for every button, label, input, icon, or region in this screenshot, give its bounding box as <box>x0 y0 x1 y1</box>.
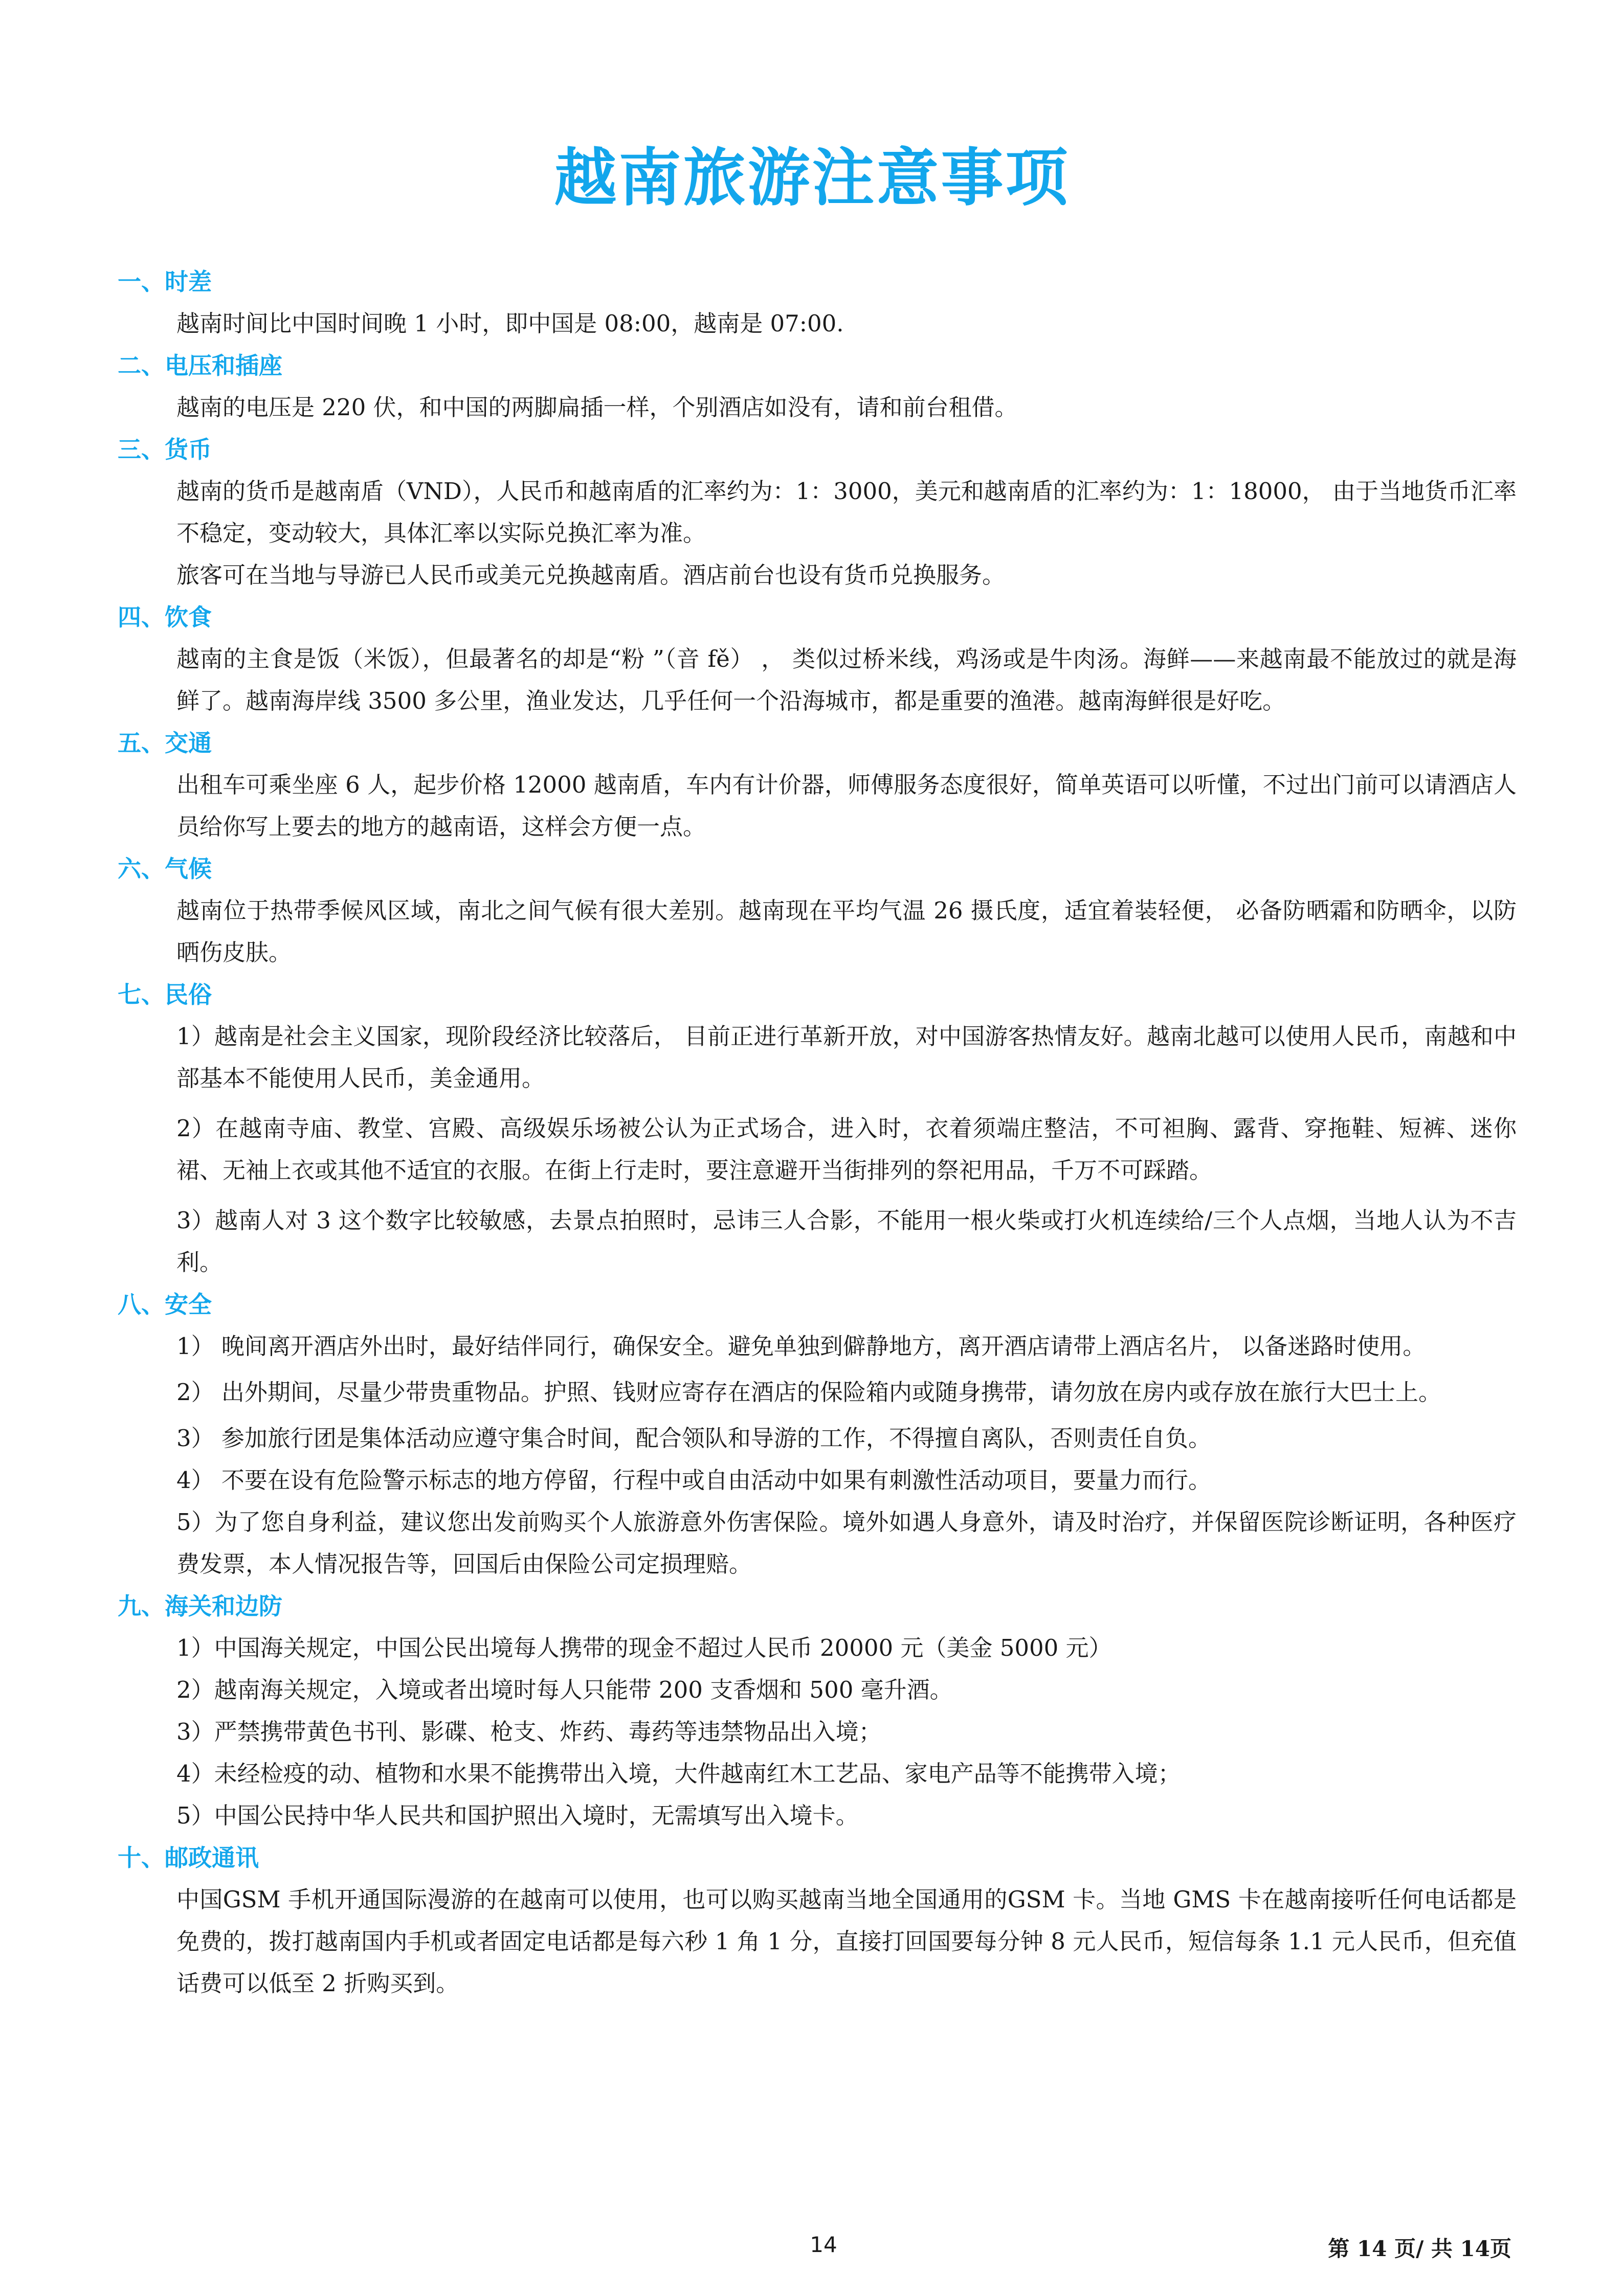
section-heading: 五、交通 <box>118 729 212 757</box>
paragraph: 5）为了您自身利益，建议您出发前购买个人旅游意外伤害保险。境外如遇人身意外，请及时治疗，并保留医院诊断证明，各种医疗费发票，本人情况报告等，回国后由保险公司定损理赔。 <box>176 1509 1517 1578</box>
section-transport <box>118 722 1517 848</box>
paragraph: 中国GSM 手机开通国际漫游的在越南可以使用，也可以购买越南当地全国通用的GSM 卡。当地 GMS 卡在越南接听任何电话都是免费的，拨打越南国内手机或者固定电话都是每六秒 1 角 1 分，直接打回国要每分钟 8 元人民币，短信每条 1.1 元人民币，但充值话费可以低至 2 折购买到。 <box>176 1886 1517 1997</box>
paragraph: 2）在越南寺庙、教堂、宫殿、高级娱乐场被公认为正式场合，进入时，衣着须端庄整洁，不可袒胸、露背、穿拖鞋、短裤、迷你裙、无袖上衣或其他不适宜的衣服。在街上行走时，要注意避开当街排列的祭祀用品，千万不可踩踏。 <box>176 1115 1517 1184</box>
section-heading: 六、气候 <box>118 855 212 883</box>
paragraph: 出租车可乘坐座 6 人，起步价格 12000 越南盾，车内有计价器，师傅服务态度很好，简单英语可以听懂，不过出门前可以请酒店人员给你写上要去的地方的越南语，这样会方便一点。 <box>176 771 1517 840</box>
paragraph: 越南位于热带季候风区域，南北之间气候有很大差别。越南现在平均气温 26 摄氏度，适宜着装轻便， 必备防晒霜和防晒伞，以防晒伤皮肤。 <box>176 897 1517 966</box>
section-customs-folk <box>118 974 1517 1284</box>
section-time-difference <box>118 261 1517 345</box>
page-number: 14 <box>810 2232 837 2257</box>
paragraph: 2）越南海关规定，入境或者出境时每人只能带 200 支香烟和 500 毫升酒。 <box>176 1676 953 1703</box>
section-heading: 三、货币 <box>118 436 212 463</box>
paragraph: 越南的货币是越南盾（VND），人民币和越南盾的汇率约为：1：3000，美元和越南盾的汇率约为：1：18000， 由于当地货币汇率不稳定，变动较大，具体汇率以实际兑换汇率为准。 <box>176 478 1517 547</box>
paragraph: 1） 晚间离开酒店外出时，最好结伴同行，确保安全。避免单独到僻静地方，离开酒店请带上酒店名片， 以备迷路时使用。 <box>176 1333 1426 1360</box>
paragraph: 3） 参加旅行团是集体活动应遵守集合时间，配合领队和导游的工作，不得擅自离队，否则责任自负。 <box>176 1425 1211 1452</box>
paragraph: 3）越南人对 3 这个数字比较敏感，去景点拍照时，忌讳三人合影，不能用一根火柴或打火机连续给/三个人点烟，当地人认为不吉利。 <box>176 1207 1517 1276</box>
page-title: 越南旅游注意事项 <box>554 142 1070 214</box>
section-heading: 十、邮政通讯 <box>118 1844 259 1872</box>
section-heading: 一、时差 <box>118 268 212 296</box>
paragraph: 越南时间比中国时间晚 1 小时，即中国是 08:00，越南是 07:00. <box>176 310 844 337</box>
paragraph: 1）中国海关规定，中国公民出境每人携带的现金不超过人民币 20000 元（美金 5000 元） <box>176 1634 1112 1661</box>
section-heading: 二、电压和插座 <box>118 352 282 379</box>
paragraph: 5）中国公民持中华人民共和国护照出入境时，无需填写出入境卡。 <box>176 1802 859 1829</box>
section-heading: 八、安全 <box>118 1291 212 1318</box>
paragraph: 3）严禁携带黄色书刊、影碟、枪支、炸药、毒药等违禁物品出入境； <box>176 1718 882 1745</box>
section-heading: 七、民俗 <box>118 981 212 1008</box>
paragraph: 4）未经检疫的动、植物和水果不能携带出入境，大件越南红木工艺品、家电产品等不能携带入境； <box>176 1760 1181 1787</box>
content <box>118 261 1517 2005</box>
section-customs-border <box>118 1585 1517 1837</box>
section-voltage <box>118 345 1517 429</box>
section-climate <box>118 848 1517 974</box>
paragraph: 旅客可在当地与导游已人民币或美元兑换越南盾。酒店前台也设有货币兑换服务。 <box>176 561 1006 589</box>
paragraph: 4） 不要在设有危险警示标志的地方停留，行程中或自由活动中如果有刺激性活动项目，要量力而行。 <box>176 1467 1211 1494</box>
paragraph: 2） 出外期间，尽量少带贵重物品。护照、钱财应寄存在酒店的保险箱内或随身携带，请勿放在房内或存放在旅行大巴士上。 <box>176 1379 1441 1406</box>
page-count: 第 14 页/ 共 14页 <box>1328 2236 1511 2261</box>
paragraph: 越南的电压是 220 伏，和中国的两脚扁插一样，个别酒店如没有，请和前台租借。 <box>176 394 1018 421</box>
section-postal-telecom <box>118 1837 1517 2005</box>
paragraph: 越南的主食是饭（米饭），但最著名的却是“粉 ”（音 fě） ， 类似过桥米线，鸡汤或是牛肉汤。海鲜——来越南最不能放过的就是海鲜了。越南海岸线 3500 多公里，渔业发达，几乎任何一个沿海城市，都是重要的渔港。越南海鲜很是好吃。 <box>176 645 1517 714</box>
section-heading: 九、海关和边防 <box>118 1592 282 1620</box>
section-safety <box>118 1284 1517 1585</box>
section-currency <box>118 429 1517 596</box>
section-heading: 四、饮食 <box>118 603 212 631</box>
section-food <box>118 596 1517 722</box>
paragraph: 1）越南是社会主义国家，现阶段经济比较落后， 目前正进行革新开放，对中国游客热情友好。越南北越可以使用人民币，南越和中部基本不能使用人民币，美金通用。 <box>176 1023 1517 1092</box>
